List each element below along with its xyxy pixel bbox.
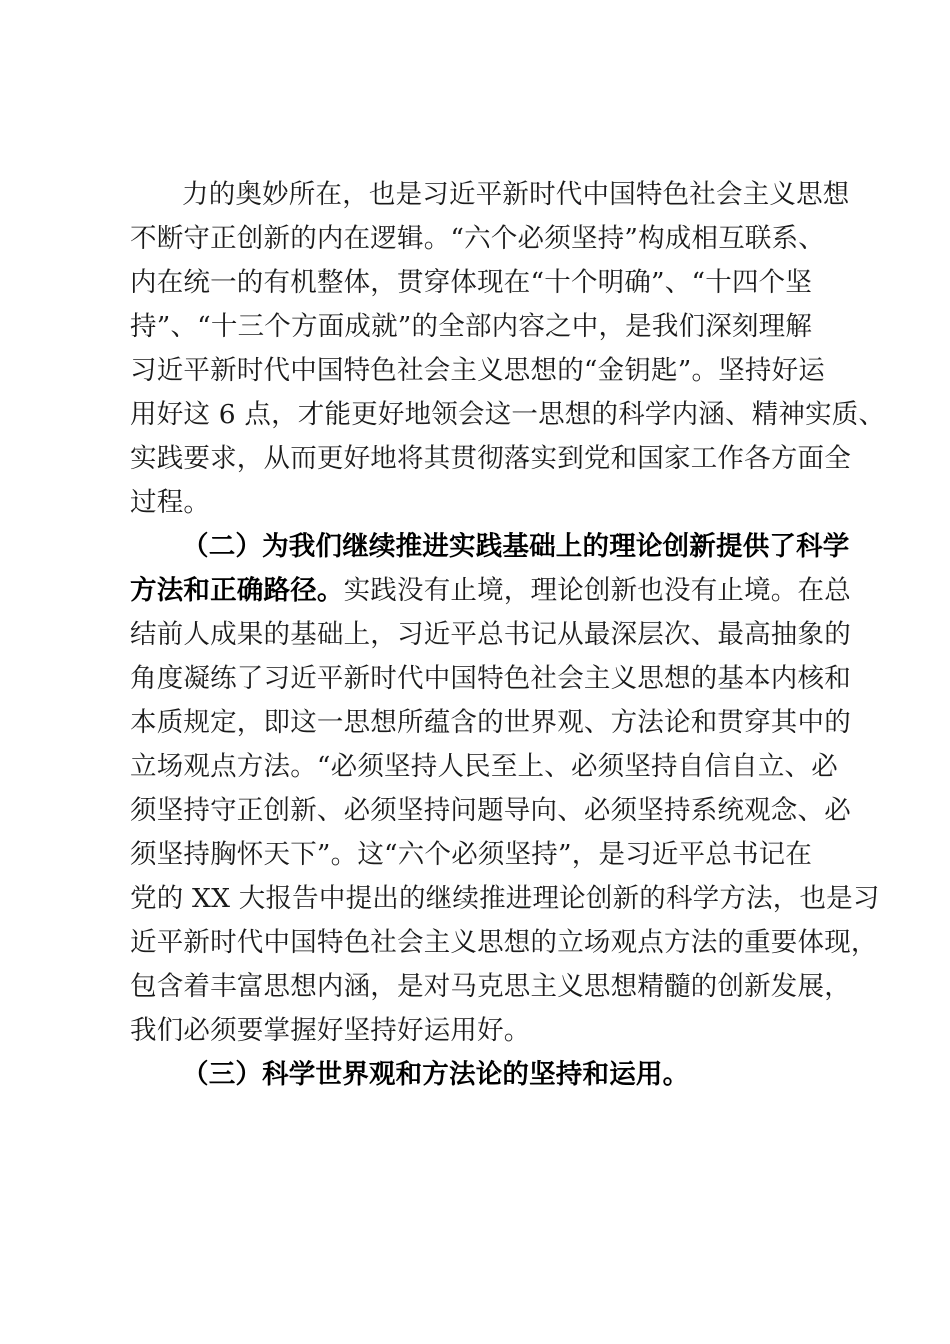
section-2-body-line-2: 角度凝练了习近平新时代中国特色社会主义思想的基本内核和 [130, 663, 851, 694]
paragraph-1-line-8: 过程。 [130, 487, 211, 518]
section-2-body-line-1: 结前人成果的基础上，习近平总书记从最深层次、最高抽象的 [130, 619, 851, 650]
section-2-body-line-3: 本质规定，即这一思想所蕴含的世界观、方法论和贯穿其中的 [130, 707, 851, 738]
paragraph-1-line-2: 不断守正创新的内在逻辑。“六个必须坚持”构成相互联系、 [130, 223, 825, 254]
section-2-body-line-5: 须坚持守正创新、必须坚持问题导向、必须坚持系统观念、必 [130, 795, 851, 826]
section-3-heading: （三）科学世界观和方法论的坚持和运用。 [182, 1059, 690, 1090]
section-2-body-line-10: 我们必须要掌握好坚持好运用好。 [130, 1015, 531, 1046]
section-2-body-line-6: 须坚持胸怀天下”。这“六个必须坚持”，是习近平总书记在 [130, 839, 813, 870]
paragraph-1-line-5: 习近平新时代中国特色社会主义思想的“金钥匙”。坚持好运 [130, 355, 825, 386]
section-2-heading-end: 方法和正确路径。 [130, 575, 344, 606]
section-2-heading: （二）为我们继续推进实践基础上的理论创新提供了科学 [182, 531, 850, 562]
paragraph-1-line-1: 力的奥妙所在，也是习近平新时代中国特色社会主义思想 [182, 179, 850, 210]
section-2-body-line-7: 党的 XX 大报告中提出的继续推进理论创新的科学方法，也是习 [130, 883, 880, 914]
section-2-line-2-text: 实践没有止境，理论创新也没有止境。在总 [343, 575, 851, 606]
paragraph-1-line-3: 内在统一的有机整体，贯穿体现在“十个明确”、“十四个坚 [130, 267, 813, 298]
section-2-line-2 [130, 574, 851, 608]
paragraph-1-line-6: 用好这 6 点，才能更好地领会这一思想的科学内涵、精神实质、 [130, 399, 886, 430]
section-2-body-line-4: 立场观点方法。“必须坚持人民至上、必须坚持自信自立、必 [130, 751, 838, 782]
section-2-body-line-9: 包含着丰富思想内涵，是对马克思主义思想精髓的创新发展， [130, 971, 851, 1002]
paragraph-1-line-7: 实践要求，从而更好地将其贯彻落实到党和国家工作各方面全 [130, 443, 851, 474]
paragraph-1-line-4: 持”、“十三个方面成就”的全部内容之中，是我们深刻理解 [130, 311, 813, 342]
section-2-body-line-8: 近平新时代中国特色社会主义思想的立场观点方法的重要体现， [130, 927, 878, 958]
